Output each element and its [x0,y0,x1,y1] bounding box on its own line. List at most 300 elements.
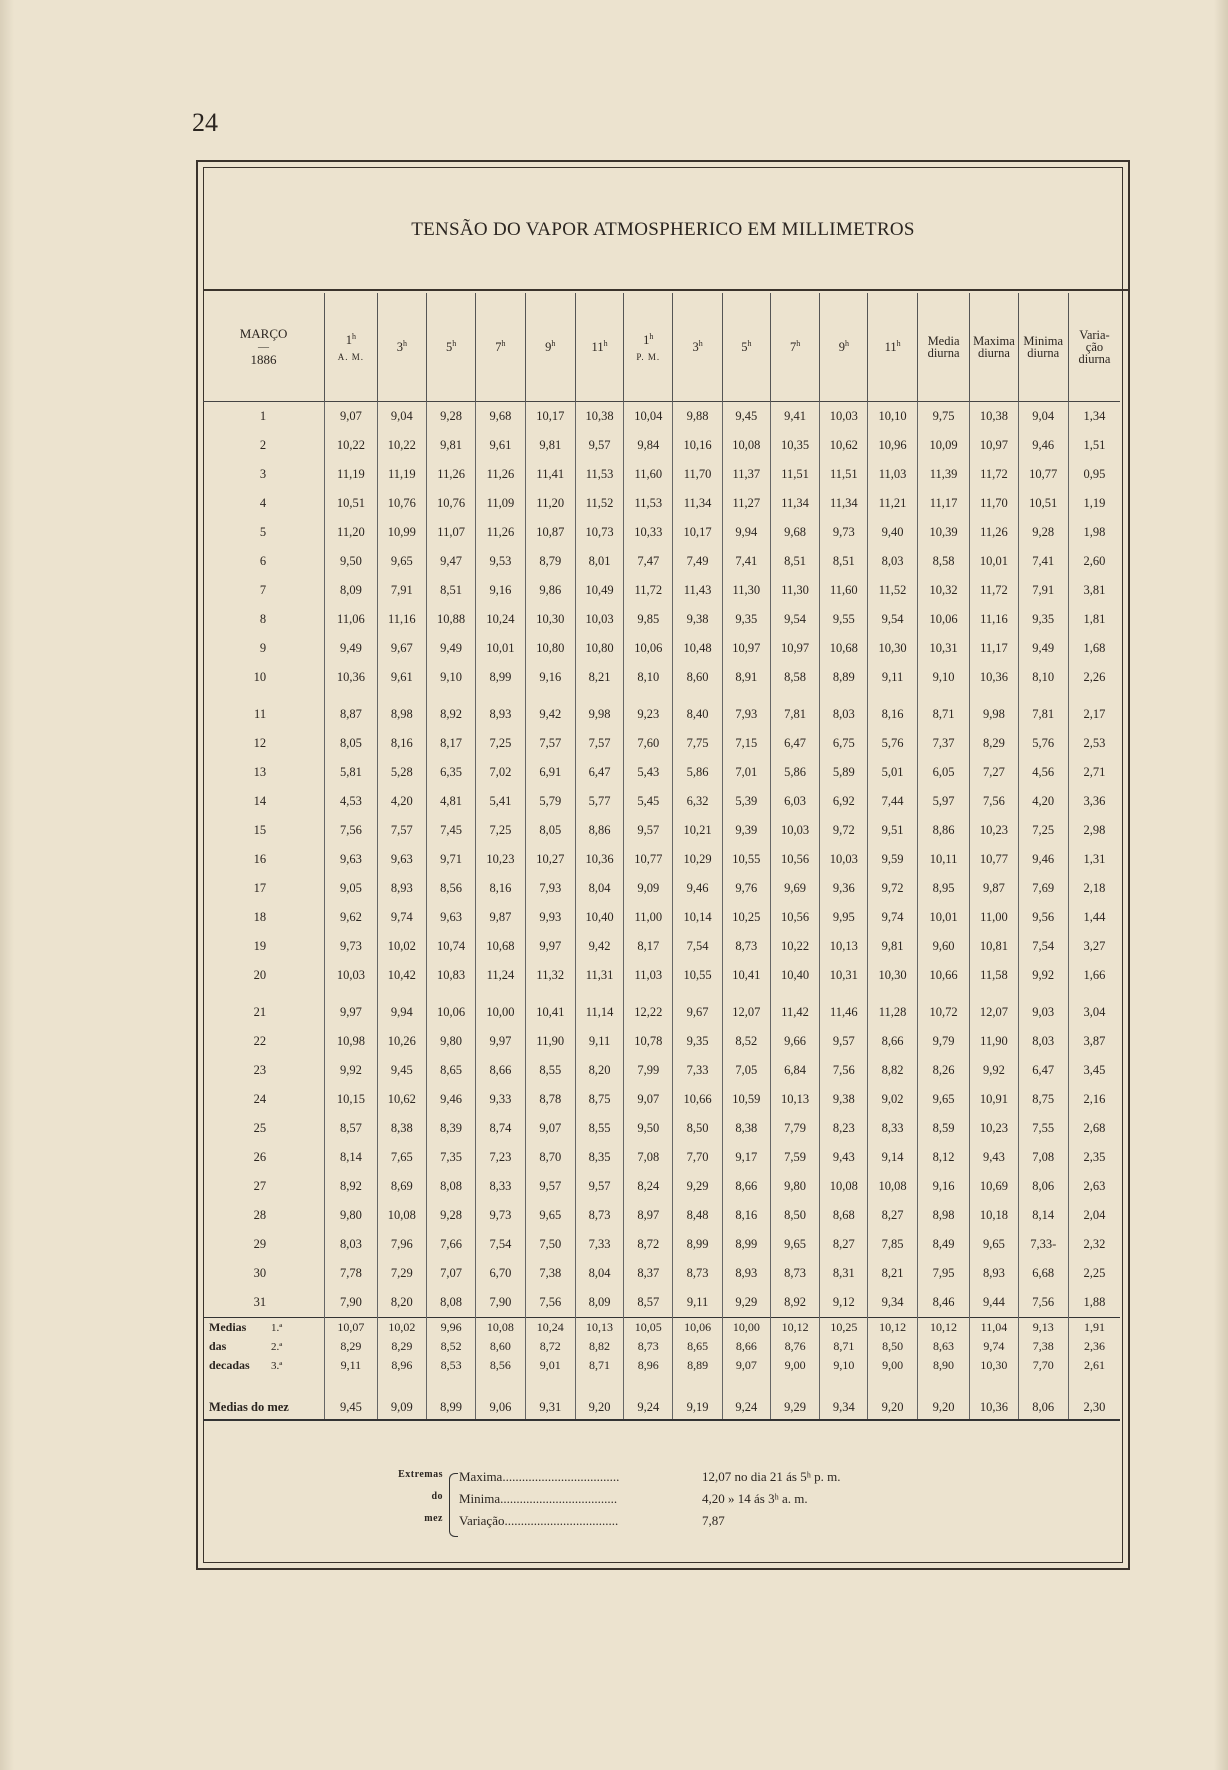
table-cell: 2,18 [1068,874,1120,903]
table-cell: 9,28 [426,1201,475,1230]
table-cell: 8,31 [820,1259,868,1288]
table-cell: 7,37 [917,729,970,758]
table-cell: 9,65 [377,547,426,576]
table-cell: 11,26 [476,518,525,547]
table-cell: 9,98 [970,700,1018,729]
table-cell: 7,54 [1018,932,1068,961]
hour-header [575,293,623,402]
table-cell: 9,53 [476,547,525,576]
table-cell: 9,92 [970,1056,1018,1085]
table-cell: 7,93 [525,874,575,903]
hour-label: 1 [643,333,650,348]
table-row [203,998,1120,1027]
table-cell: 9,11 [673,1288,722,1318]
hour-suffix: h [796,338,801,348]
table-cell: 10,06 [673,1318,722,1338]
table-cell: 8,60 [673,663,722,692]
hour-suffix: h [501,338,506,348]
table-cell: 8,51 [820,547,868,576]
table-cell: 8,70 [525,1143,575,1172]
table-cell: 11,28 [868,998,917,1027]
table-cell: 2,25 [1068,1259,1120,1288]
table-cell: 5,97 [917,787,970,816]
table-cell: 11,34 [820,489,868,518]
table-cell: 5,76 [1018,729,1068,758]
table-row [203,1259,1120,1288]
table-cell: 11,16 [377,605,426,634]
table-cell: 9,97 [325,998,378,1027]
table-cell: 9,01 [525,1356,575,1375]
table-cell: 9,11 [868,663,917,692]
table-cell: 8,52 [722,1027,770,1056]
table-row [203,518,1120,547]
table-cell: 8,21 [575,663,623,692]
table-cell: 8,08 [426,1172,475,1201]
table-cell: 9,45 [722,402,770,432]
hour-label: 11 [591,340,604,355]
table-cell: 10,23 [476,845,525,874]
spacer-cell [722,692,770,700]
table-cell: 7 [259,583,267,597]
table-cell: 1,88 [1068,1288,1120,1318]
table-cell: 9,65 [970,1230,1018,1259]
hour-suffix: h [402,338,407,348]
table-cell: 8,98 [917,1201,970,1230]
spacer-cell [770,990,819,998]
table-cell: 8,69 [377,1172,426,1201]
table-cell: 7,41 [1018,547,1068,576]
table-cell: 8,56 [426,874,475,903]
table-cell: 8,03 [868,547,917,576]
table-cell: 8,96 [377,1356,426,1375]
variacao-header [1068,293,1120,402]
table-cell: 8,46 [917,1288,970,1318]
table-cell: 8,58 [770,663,819,692]
table-cell: 2,36 [1068,1337,1120,1356]
table-cell: 8,04 [575,1259,623,1288]
table-cell: 9,16 [525,663,575,692]
table-cell: 11,20 [525,489,575,518]
page-title: TENSÃO DO VAPOR ATMOSPHERICO EM MILLIMETROS [411,219,915,240]
table-cell: 2,63 [1068,1172,1120,1201]
table-cell: 8,33 [476,1172,525,1201]
table-cell: 9,11 [325,1356,378,1375]
table-row [203,729,1120,758]
table-cell: 8,29 [377,1337,426,1356]
table-cell: 9,04 [1018,402,1068,432]
table-cell: 10,06 [426,998,475,1027]
table-cell: 9,60 [917,932,970,961]
table-cell: 21 [253,1005,267,1019]
table-cell: 11,17 [970,634,1018,663]
spacer-cell [722,990,770,998]
table-cell: 8,17 [426,729,475,758]
table-cell: 10,13 [820,932,868,961]
table-cell: 8,98 [377,700,426,729]
table-cell: 9,11 [575,1027,623,1056]
table-cell: 8,56 [476,1356,525,1375]
table-cell: 8,72 [525,1337,575,1356]
table-cell: 10,03 [820,845,868,874]
table-cell: 30 [253,1266,267,1280]
table-cell: 9,07 [624,1085,673,1114]
table-cell: 10,21 [673,816,722,845]
table-cell: 9,07 [325,402,378,432]
table-cell: 9,40 [868,518,917,547]
table-cell: 11,00 [970,903,1018,932]
table-cell: 10,88 [426,605,475,634]
hour-header [820,293,868,402]
spacer-cell [917,990,970,998]
spacer-cell [1068,990,1120,998]
table-cell: 8,73 [770,1259,819,1288]
table-cell: 9,98 [575,700,623,729]
table-cell: 7,65 [377,1143,426,1172]
table-cell: 6,03 [770,787,819,816]
table-cell: 9,35 [673,1027,722,1056]
table-cell: 4,56 [1018,758,1068,787]
table-cell: 7,33 [673,1056,722,1085]
table-cell: 9,73 [476,1201,525,1230]
table-cell: 2,32 [1068,1230,1120,1259]
table-cell: 9,65 [770,1230,819,1259]
table-cell: 5,39 [722,787,770,816]
table-cell: 8,87 [325,700,378,729]
table-cell: 7,66 [426,1230,475,1259]
table-cell: 8,68 [820,1201,868,1230]
table-cell: 10,13 [575,1318,623,1338]
table-cell: 23 [253,1063,267,1077]
spacer-cell [575,990,623,998]
table-cell: 9,34 [820,1375,868,1420]
table-cell: 9,20 [575,1375,623,1420]
table-cell: 12 [253,736,267,750]
variacao-label: Varia- [1079,328,1110,342]
table-cell: 2,04 [1068,1201,1120,1230]
table-row [203,1230,1120,1259]
table-cell: 7,57 [575,729,623,758]
table-cell: 3,27 [1068,932,1120,961]
table-cell: 8,91 [722,663,770,692]
extremes-variacao-row [459,1513,1099,1533]
table-cell: 10,97 [970,431,1018,460]
table-cell: 10,08 [377,1201,426,1230]
table-cell: 8,71 [820,1337,868,1356]
table-cell: 7,23 [476,1143,525,1172]
table-cell: 0,95 [1068,460,1120,489]
table-cell: 11,19 [377,460,426,489]
table-cell: 11,42 [770,998,819,1027]
spacer-cell [575,692,623,700]
table-row [203,605,1120,634]
am-label: A. M. [337,352,365,363]
table-cell: 8,50 [673,1114,722,1143]
table-cell: 8,29 [970,729,1018,758]
table-cell: 8,55 [525,1056,575,1085]
table-cell: 11,09 [476,489,525,518]
table-cell: 9,86 [525,576,575,605]
table-cell: 7,08 [624,1143,673,1172]
table-cell: 9,42 [575,932,623,961]
table-cell: 8,16 [868,700,917,729]
table-cell: 11,20 [325,518,378,547]
table-cell: 11,30 [722,576,770,605]
table-cell: 8,37 [624,1259,673,1288]
table-row [203,1085,1120,1114]
table-cell: 9,09 [624,874,673,903]
table-cell: 11,26 [426,460,475,489]
month-header [203,293,325,402]
table-cell: 10,80 [525,634,575,663]
table-cell: 8,95 [917,874,970,903]
table-cell: 11,31 [575,961,623,990]
table-cell: 7,38 [525,1259,575,1288]
minima-label: diurna [1027,346,1060,360]
table-cell: 16 [253,852,267,866]
table-cell: 9,04 [377,402,426,432]
table-cell: 10,14 [673,903,722,932]
table-cell: 9,88 [673,402,722,432]
table-cell: 9,39 [722,816,770,845]
variacao-value: 7,87 [702,1513,725,1528]
table-cell: 9,42 [525,700,575,729]
table-cell: 8,99 [476,663,525,692]
table-cell: 12,22 [624,998,673,1027]
table-cell: 9,81 [426,431,475,460]
table-cell: 28 [253,1208,267,1222]
spacer-cell [377,692,426,700]
table-cell: 8,73 [624,1337,673,1356]
table-row [203,489,1120,518]
table-cell: 9,24 [722,1375,770,1420]
table-cell: 9,33 [476,1085,525,1114]
table-cell: 8,73 [575,1201,623,1230]
table-cell: 8,01 [575,547,623,576]
table-cell: 7,56 [325,816,378,845]
table-cell: 10,38 [970,402,1018,432]
table-cell: 11,72 [970,576,1018,605]
table-cell: 10,22 [325,431,378,460]
table-cell: 9,10 [820,1356,868,1375]
hour-header [673,293,722,402]
table-cell: 10,11 [917,845,970,874]
table-cell: 10,38 [575,402,623,432]
table-cell: 8,16 [476,874,525,903]
table-row [203,874,1120,903]
table-cell: 9,47 [426,547,475,576]
table-cell: 8,50 [868,1337,917,1356]
media-label: Media [927,334,960,348]
table-cell: 9,94 [722,518,770,547]
table-cell: 8,66 [868,1027,917,1056]
table-cell: 8,86 [575,816,623,845]
spacer-cell [624,990,673,998]
table-cell: 9,35 [1018,605,1068,634]
table-cell: 11,90 [525,1027,575,1056]
table-cell: 7,70 [1018,1356,1068,1375]
table-cell: 8,82 [575,1337,623,1356]
table-cell: 10,55 [722,845,770,874]
table-cell: 12,07 [970,998,1018,1027]
spacer-cell [673,990,722,998]
table-cell: 6,05 [917,758,970,787]
table-cell: 7,56 [525,1288,575,1318]
maxima-name: Maxima.................................... [459,1469,620,1484]
table-cell: 10,55 [673,961,722,990]
table-cell: 7,78 [325,1259,378,1288]
spacer-cell [525,692,575,700]
table-cell: 9,73 [820,518,868,547]
table-cell: 9,94 [377,998,426,1027]
table-cell: 11,60 [820,576,868,605]
table-cell: 6 [259,554,267,568]
table-cell: 10,12 [917,1318,970,1338]
table-cell: 10,03 [770,816,819,845]
table-cell: 10,49 [575,576,623,605]
table-cell: 9,45 [325,1375,378,1420]
table-cell: 8,09 [325,576,378,605]
maxima-header [970,293,1018,402]
table-cell: 10,30 [970,1356,1018,1375]
table-cell: 9,46 [673,874,722,903]
table-cell: 11,04 [970,1318,1018,1338]
table-cell: 27 [253,1179,267,1193]
hour-header [426,293,475,402]
table-cell: 8,99 [426,1375,475,1420]
table-cell: 10,16 [673,431,722,460]
table-cell: 10,35 [770,431,819,460]
spacer-cell [624,692,673,700]
table-cell: 6,84 [770,1056,819,1085]
table-cell: 9,97 [525,932,575,961]
table-cell: 8,72 [624,1230,673,1259]
hour-header [624,293,673,402]
table-cell: 5,79 [525,787,575,816]
table-cell: 8,48 [673,1201,722,1230]
table-cell: 8,75 [575,1085,623,1114]
table-cell: 2,16 [1068,1085,1120,1114]
spacer-cell [1018,692,1068,700]
table-cell: 6,35 [426,758,475,787]
table-cell: 10,05 [624,1318,673,1338]
table-cell: 10,06 [917,605,970,634]
table-cell: 10,69 [970,1172,1018,1201]
table-cell: 5,41 [476,787,525,816]
table-cell: 9,41 [770,402,819,432]
table-cell: 10,07 [325,1318,378,1338]
table-cell: 5,86 [770,758,819,787]
month-extremes [203,1467,1128,1547]
table-row [203,1288,1120,1318]
table-cell: 10,76 [426,489,475,518]
table-cell: 9,50 [624,1114,673,1143]
table-cell: 10,31 [917,634,970,663]
spacer-cell [820,692,868,700]
hour-header [525,293,575,402]
table-cell: 1,68 [1068,634,1120,663]
table-cell: 7,50 [525,1230,575,1259]
table-cell: 10,22 [377,431,426,460]
table-cell: 7,60 [624,729,673,758]
table-cell: 7,56 [1018,1288,1068,1318]
month-dash: — [258,341,270,353]
table-cell: 7,96 [377,1230,426,1259]
table-cell: 8,03 [820,700,868,729]
table-cell: 10,39 [917,518,970,547]
table-cell: 7,33- [1018,1230,1068,1259]
pm-label: P. M. [636,352,661,363]
table-cell: 8,27 [820,1230,868,1259]
table-cell: 7,08 [1018,1143,1068,1172]
table-cell: 11,00 [624,903,673,932]
table-cell: 8,51 [426,576,475,605]
table-cell: 7,56 [820,1056,868,1085]
table-cell: 8,93 [970,1259,1018,1288]
table-cell: 2,71 [1068,758,1120,787]
table-cell: 9,65 [525,1201,575,1230]
table-cell: 7,95 [917,1259,970,1288]
table-cell: 7,01 [722,758,770,787]
table-cell: 9,74 [970,1337,1018,1356]
table-cell: 7,54 [673,932,722,961]
table-cell: 9,16 [476,576,525,605]
table-cell: 8,27 [868,1201,917,1230]
table-cell: 10,00 [476,998,525,1027]
table-cell: 9,80 [426,1027,475,1056]
table-cell: 8,58 [917,547,970,576]
spacer-cell [203,692,325,700]
table-cell: 10,77 [624,845,673,874]
table-cell: 7,02 [476,758,525,787]
table-row [203,547,1120,576]
table-cell: 8,21 [868,1259,917,1288]
table-cell: 7,27 [970,758,1018,787]
table-cell: 8,96 [624,1356,673,1375]
table-row [203,431,1120,460]
table-cell: 9,67 [377,634,426,663]
table-cell: 9,84 [624,431,673,460]
table-cell: 2,26 [1068,663,1120,692]
table-cell: 8,40 [673,700,722,729]
table-cell: 9,72 [820,816,868,845]
table-cell: 9,00 [868,1356,917,1375]
hour-label: 5 [445,340,453,355]
decade-ordinal: 2.ª [271,1341,283,1353]
table-cell: 9,45 [377,1056,426,1085]
table-cell: 6,47 [1018,1056,1068,1085]
table-cell: 1,91 [1068,1318,1120,1338]
variacao-name: Variação................................... [459,1513,619,1528]
table-cell: 7,99 [624,1056,673,1085]
table-cell: 10,02 [377,1318,426,1338]
title-separator [203,289,1128,291]
table-cell: 7,81 [1018,700,1068,729]
spacer-cell [820,990,868,998]
table-cell: 7,47 [624,547,673,576]
table-cell: 8,57 [624,1288,673,1318]
table-cell: 5,45 [624,787,673,816]
spacer-cell [325,990,378,998]
hour-header [868,293,917,402]
table-row [203,700,1120,729]
table-cell: 9,49 [1018,634,1068,663]
table-cell: 11,24 [476,961,525,990]
table-cell: 10,27 [525,845,575,874]
table-cell: 10,51 [1018,489,1068,518]
table-cell: 9,74 [868,903,917,932]
table-cell: 10,30 [868,634,917,663]
table-cell: 11,90 [970,1027,1018,1056]
